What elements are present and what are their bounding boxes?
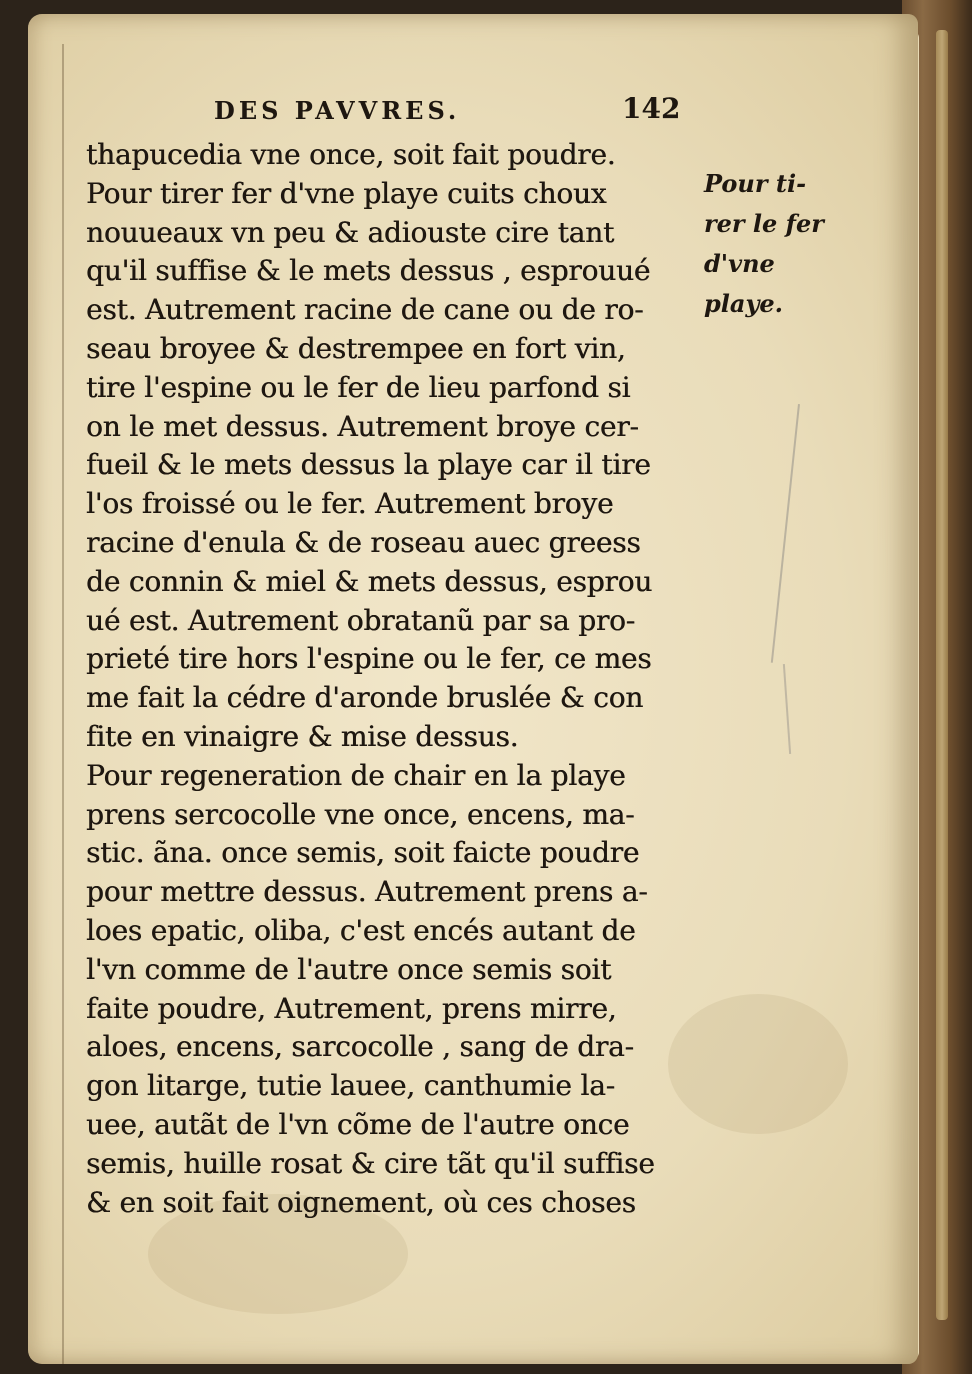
marginal-note-line: rer le fer: [704, 209, 824, 238]
pencil-mark: [771, 404, 800, 663]
running-title: DES PAVVRES.: [214, 96, 461, 125]
text-line: on le met dessus. Autrement broye cer-: [86, 409, 639, 443]
text-line: loes epatic, oliba, c'est encés autant de: [86, 913, 636, 947]
text-line: seau broyee & destrempee en fort vin,: [86, 331, 626, 365]
text-line: racine d'enula & de roseau auec greess: [86, 525, 641, 559]
text-block: [86, 92, 696, 1222]
text-line: tire l'espine ou le fer de lieu parfond si: [86, 370, 631, 404]
text-line: me fait la cédre d'aronde bruslée & con: [86, 681, 644, 715]
text-line: ué est. Autrement obratanũ par sa pro-: [86, 603, 635, 637]
text-line: est. Autrement racine de cane ou de ro-: [86, 293, 644, 327]
pencil-mark: [783, 664, 791, 754]
gutter-shadow: [62, 44, 64, 1364]
text-line: de connin & miel & mets dessus, esprou: [86, 564, 653, 598]
text-line: prieté tire hors l'espine ou le fer, ce mes: [86, 642, 652, 676]
marginal-note-line: d'vne: [704, 249, 775, 278]
text-line: thapucedia vne once, soit fait poudre.: [86, 138, 616, 171]
text-line: l'os froissé ou le fer. Autrement broye: [86, 487, 614, 521]
marginal-note: [704, 164, 834, 324]
text-line: qu'il suffise & le mets dessus , esprouué: [86, 254, 651, 288]
text-line: faite poudre, Autrement, prens mirre,: [86, 991, 617, 1025]
text-line: fueil & le mets dessus la playe car il tire: [86, 448, 651, 482]
text-line: l'vn comme de l'autre once semis soit: [86, 952, 612, 986]
text-line: & en soit fait oignement, où ces choses: [86, 1185, 636, 1219]
text-line: gon litarge, tutie lauee, canthumie la-: [86, 1069, 615, 1103]
text-line: pour mettre dessus. Autrement prens a-: [86, 875, 648, 909]
running-head: [86, 92, 696, 136]
text-line: fite en vinaigre & mise dessus.: [86, 719, 519, 753]
gilt-edge: [936, 30, 948, 1320]
text-line: aloes, encens, sarcocolle , sang de dra-: [86, 1030, 634, 1064]
folio-number: 142: [622, 92, 681, 125]
text-line: uee, autãt de l'vn cõme de l'autre once: [86, 1107, 630, 1141]
text-line: stic. ãna. once semis, soit faicte poudre: [86, 836, 640, 870]
text-line: prens sercocolle vne once, encens, ma-: [86, 797, 635, 831]
marginal-note-line: Pour ti-: [704, 169, 807, 198]
body-text: [86, 136, 696, 1222]
text-line: semis, huille rosat & cire tãt qu'il suffise: [86, 1146, 655, 1180]
marginal-note-line: playe.: [704, 289, 784, 318]
text-line: Pour tirer fer d'vne playe cuits choux: [86, 176, 607, 210]
text-line: nouueaux vn peu & adiouste cire tant: [86, 215, 615, 249]
text-line: Pour regeneration de chair en la playe: [86, 758, 626, 792]
